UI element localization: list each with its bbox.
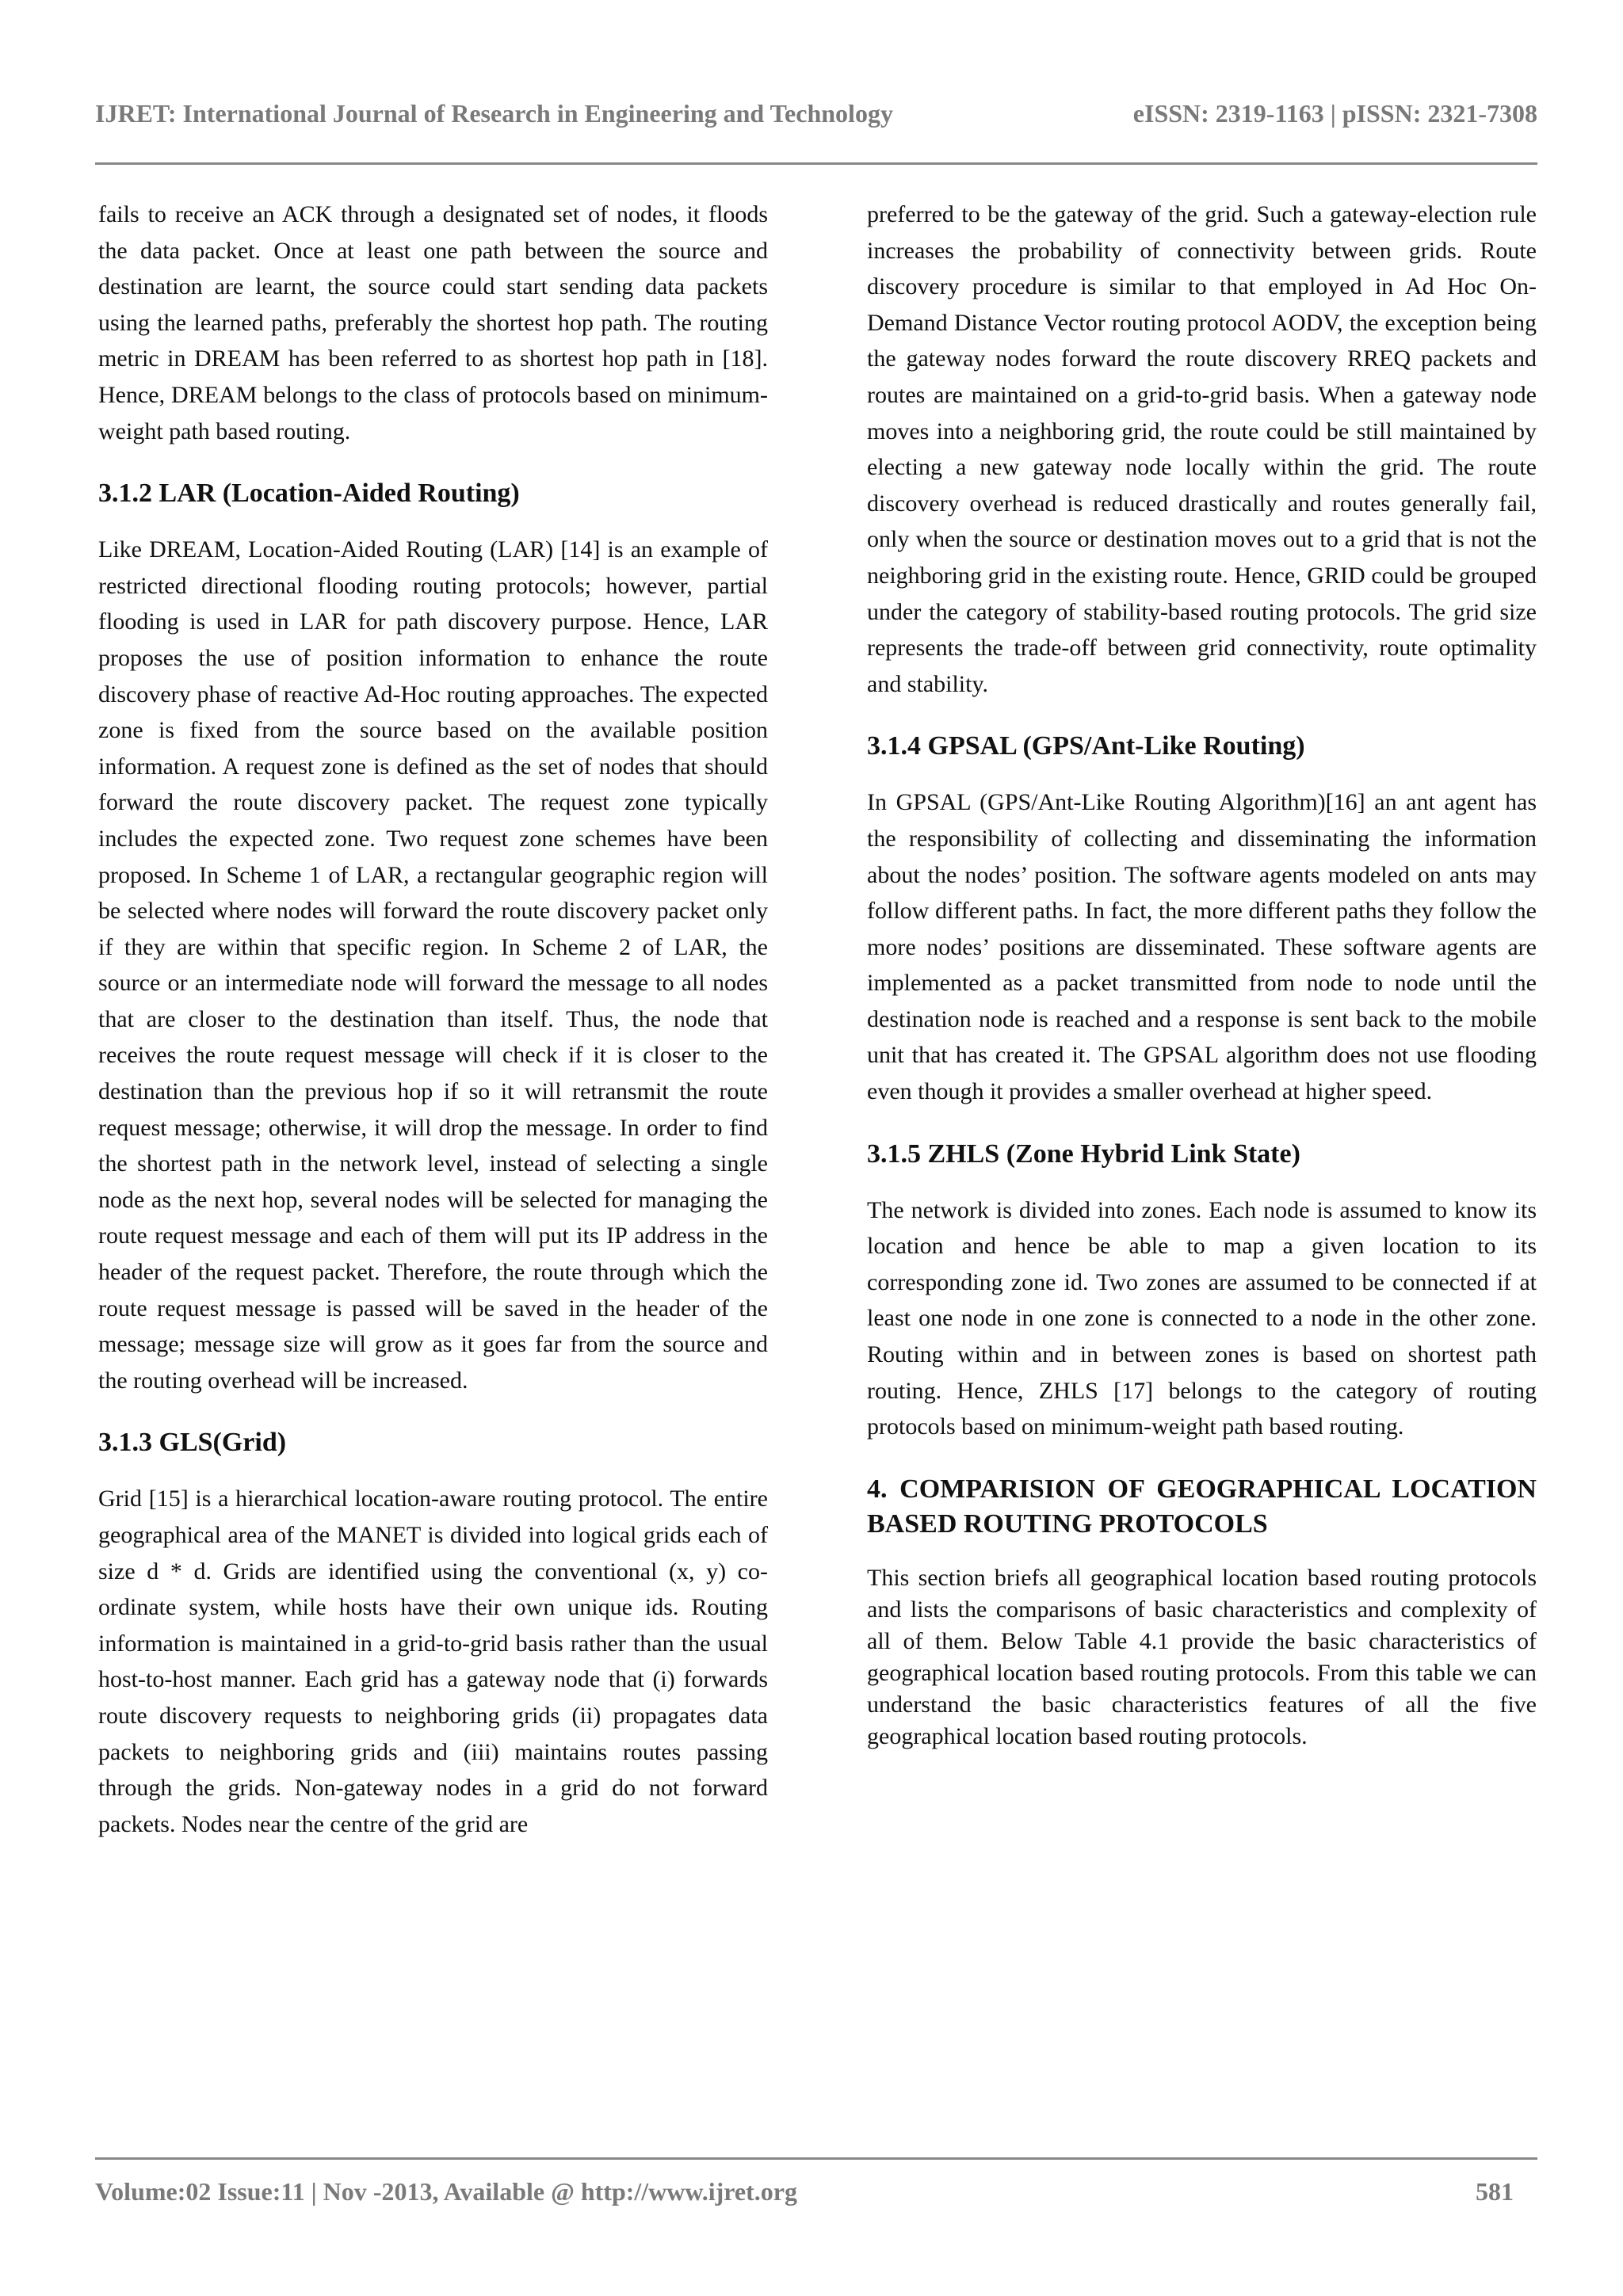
heading-lar: 3.1.2 LAR (Location-Aided Routing) (98, 479, 520, 509)
issn-info: eISSN: 2319-1163 | pISSN: 2321-7308 (1132, 99, 1537, 128)
paragraph-section-4: This section briefs all geographical location based routing protocols and lists the comparisons of basic characteristics and complexity of all of them. Below Table 4.1 provide the basic characteristics of geographical location based routing protocols. From this table we can understand the basic characteristics features of all the five geographical location based routing protocols. (867, 1564, 1537, 1749)
paragraph-dream-continued: fails to receive an ACK through a designated set of nodes, it floods the data packet. Once at least one path between the source and destination are learnt, the source could start sending data packets using the learned paths, preferably the shortest hop path. The routing metric in DREAM has been referred to as shortest hop path in [18]. Hence, DREAM belongs to the class of protocols based on minimum-weight path based routing. (98, 201, 768, 444)
journal-title: IJRET: International Journal of Research in Engineering and Technology (95, 99, 893, 128)
header-rule (95, 162, 1537, 165)
heading-section-4: 4. COMPARISION OF GEOGRAPHICAL LOCATION BASED ROUTING PROTOCOLS (867, 1474, 1537, 1539)
page-number: 581 (1476, 2177, 1514, 2206)
paragraph-lar: Like DREAM, Location-Aided Routing (LAR) [14] is an example of restricted directional flooding routing protocols; however, partial flooding is used in LAR for path discovery purpose. Hence, LAR proposes the use of position information to enhance the route discovery phase of reactive Ad-Hoc routing approaches. The expected zone is fixed from the source based on the available position information. A request zone is defined as the set of nodes that should forward the route discovery packet. The request zone typically includes the expected zone. Two request zone schemes have been proposed. In Scheme 1 of LAR, a rectangular geographic region will be selected where nodes will forward the route discovery packet only if they are within that specific region. In Scheme 2 of LAR, the source or an intermediate node will forward the message to all nodes that are closer to the destination than itself. Thus, the node that receives the route request message will check if it is closer to the destination than the previous hop if so it will retransmit the route request message; otherwise, it will drop the message. In order to find the shortest path in the network level, instead of selecting a single node as the next hop, several nodes will be selected for managing the route request message and each of them will put its IP address in the header of the request packet. Therefore, the route through which the route request message is passed will be saved in the header of the message; message size will grow as it goes far from the source and the routing overhead will be increased. (98, 536, 768, 1394)
left-column (98, 196, 768, 1842)
paragraph-zhls: The network is divided into zones. Each node is assumed to know its location and hence be able to map a given location to its corresponding zone id. Two zones are assumed to be connected if at least one node in one zone is connected to a node in the other zone. Routing within and in between zones is based on shortest path routing. Hence, ZHLS [17] belongs to the category of routing protocols based on minimum-weight path based routing. (867, 1196, 1537, 1440)
paragraph-gpsal: In GPSAL (GPS/Ant-Like Routing Algorithm)[16] an ant agent has the responsibility of collecting and disseminating the information about the nodes’ position. The software agents modeled on ants may follow different paths. In fact, the more different paths they follow the more nodes’ positions are disseminated. These software agents are implemented as a packet transmitted from node to node until the destination node is reached and a response is sent back to the mobile unit that has created it. The GPSAL algorithm does not use flooding even though it provides a smaller overhead at higher speed. (867, 789, 1537, 1105)
paragraph-gls: Grid [15] is a hierarchical location-aware routing protocol. The entire geographical area of the MANET is divided into logical grids each of size d * d. Grids are identified using the conventional (x, y) co-ordinate system, while hosts have their own unique ids. Routing information is maintained in a grid-to-grid basis rather than the usual host-to-host manner. Each grid has a gateway node that (i) forwards route discovery requests to neighboring grids (ii) propagates data packets to neighboring grids and (iii) maintains routes passing through the grids. Non-gateway nodes in a grid do not forward packets. Nodes near the centre of the grid are (98, 1486, 768, 1837)
footer-volume-info: Volume:02 Issue:11 | Nov -2013, Available @ http://www.ijret.org (95, 2177, 797, 2206)
heading-gpsal: 3.1.4 GPSAL (GPS/Ant-Like Routing) (867, 731, 1305, 761)
heading-zhls: 3.1.5 ZHLS (Zone Hybrid Link State) (867, 1138, 1300, 1169)
footer-rule (95, 2157, 1537, 2160)
heading-gls: 3.1.3 GLS(Grid) (98, 1428, 287, 1458)
right-column (867, 196, 1537, 1753)
paragraph-grid-continued: preferred to be the gateway of the grid. Such a gateway-election rule increases the probability of connectivity between grids. Route discovery procedure is similar to that employed in Ad Hoc On-Demand Distance Vector routing protocol AODV, the exception being the gateway nodes forward the route discovery RREQ packets and routes are maintained on a grid-to-grid basis. When a gateway node moves into a neighboring grid, the route could be still maintained by electing a new gateway node locally within the grid. The route discovery overhead is reduced drastically and routes generally fail, only when the source or destination moves out to a grid that is not the neighboring grid in the existing route. Hence, GRID could be grouped under the category of stability-based routing protocols. The grid size represents the trade-off between grid connectivity, route optimality and stability. (867, 201, 1537, 697)
